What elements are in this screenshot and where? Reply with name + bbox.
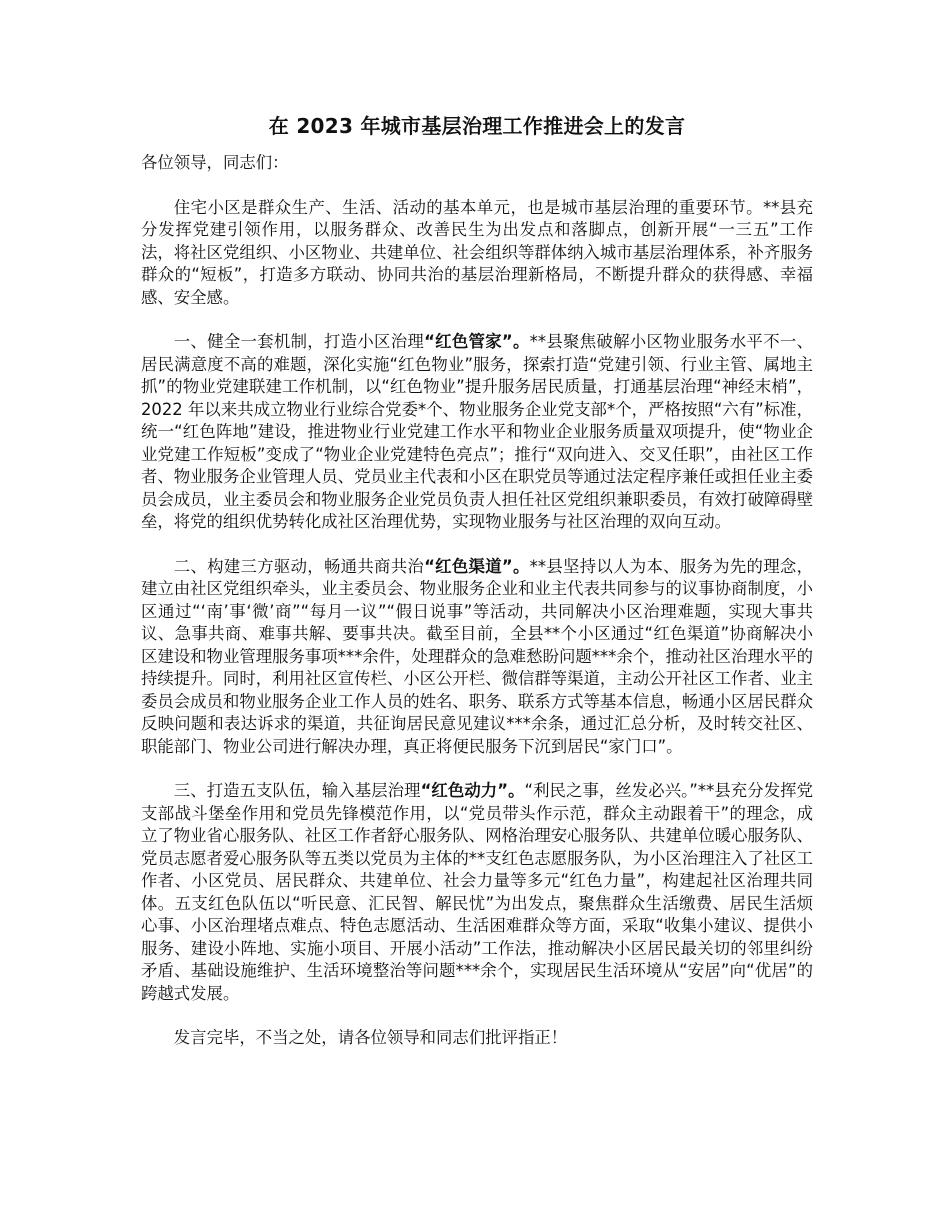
paragraph-section-2 bbox=[141, 556, 813, 759]
section-highlight: “红色渠道”。 bbox=[424, 556, 530, 576]
paragraph-closing bbox=[141, 1027, 813, 1050]
paragraph-section-1 bbox=[141, 331, 813, 534]
section-lead: 二、构建三方驱动，畅通共商共治 bbox=[173, 556, 425, 576]
paragraph-body: “利民之事，丝发必兴。”**县充分发挥党支部战斗堡垒作用和党员先锋模范作用，以“党员带头作示范，群众主动跟着干”的理念，成立了物业省心服务队、社区工作者舒心服务队、网格治理安心服务队、共建单位暖心服务队、党员志愿者爱心服务队等五类以党员为主体的**支红色志愿服务队，为小区治理注入了社区工作者、小区党员、居民群众、共建单位、社会力量等多元“红色力量”，构建起社区治理共同体。五支红色队伍以“听民意、汇民智、解民忧”为出发点，聚焦群众生活缴费、居民生活烦心事、小区治理堵点难点、特色志愿活动、生活困难群众等方面，采取“收集小建议、提供小服务、建设小阵地、实施小项目、开展小活动”工作法，推动解决小区居民最关切的邻里纠纷矛盾、基础设施维护、生活环境整治等问题***余个，实现居民生活环境从“安居”向“优居”的跨越式发展。 bbox=[141, 781, 814, 1003]
document-page bbox=[141, 110, 813, 1072]
greeting: 各位领导，同志们： bbox=[141, 153, 289, 172]
section-lead: 一、健全一套机制，打造小区治理 bbox=[173, 332, 425, 351]
paragraph-body: 住宅小区是群众生产、生活、活动的基本单元，也是城市基层治理的重要环节。**县充分发挥党建引领作用，以服务群众、改善民生为出发点和落脚点，创新开展“一三五”工作法，将社区党组织、小区物业、共建单位、社会组织等群体纳入城市基层治理体系，补齐服务群众的“短板”，打造多方联动、协同共治的基层治理新格局，不断提升群众的获得感、幸福感、安全感。 bbox=[141, 197, 814, 307]
paragraph-body: 发言完毕，不当之处，请各位领导和同志们批评指正！ bbox=[173, 1028, 568, 1047]
section-highlight: “红色管家”。 bbox=[424, 332, 530, 351]
paragraph-intro bbox=[141, 197, 813, 310]
section-highlight: “红色动力”。 bbox=[420, 781, 525, 800]
paragraph-body: **县聚焦破解小区物业服务水平不一、居民满意度不高的难题，深化实施“红色物业”服务，探索打造“党建引领、行业主管、属地主抓”的物业党建联建工作机制，以“红色物业”提升服务居民质量，打通基层治理“神经末梢”，2022 年以来共成立物业行业综合党委*个、物业服务企业党支部*个，严格按照“六有”标准，统一“红色阵地”建设，推进物业行业党建工作水平和物业企业服务质量双项提升，使“物业企业党建工作短板”变成了“物业企业党建特色亮点”；推行“双向进入、交叉任职”，由社区工作者、物业服务企业管理人员、党员业主代表和小区在职党员等通过法定程序兼任或担任业主委员会成员，业主委员会和物业服务企业党员负责人担任社区党组织兼职委员，有效打破障碍壁垒，将党的组织优势转化成社区治理优势，实现物业服务与社区治理的双向互动。 bbox=[141, 332, 814, 531]
paragraph-section-3 bbox=[141, 780, 813, 1005]
paragraph-body: **县坚持以人为本、服务为先的理念，建立由社区党组织牵头，业主委员会、物业服务企业和业主代表共同参与的议事协商制度，小区通过“‘南’事‘微’商”“每月一议”“假日说事”等活动，共同解决小区治理难题，实现大事共议、急事共商、难事共解、要事共决。截至目前，全县**个小区通过“红色渠道”协商解决小区建设和物业管理服务事项***余件，处理群众的急难愁盼问题***余个，推动社区治理水平的持续提升。同时，利用社区宣传栏、小区公开栏、微信群等渠道，主动公开社区工作者、业主委员会成员和物业服务企业工作人员的姓名、职务、联系方式等基本信息，畅通小区居民群众反映问题和表达诉求的渠道，共征询居民意见建议***余条，通过汇总分析，及时转交社区、职能部门、物业公司进行解决办理，真正将便民服务下沉到居民“家门口”。 bbox=[141, 556, 814, 756]
section-lead: 三、打造五支队伍，输入基层治理 bbox=[173, 781, 421, 800]
document-title: 在 2023 年城市基层治理工作推进会上的发言 bbox=[268, 114, 686, 138]
